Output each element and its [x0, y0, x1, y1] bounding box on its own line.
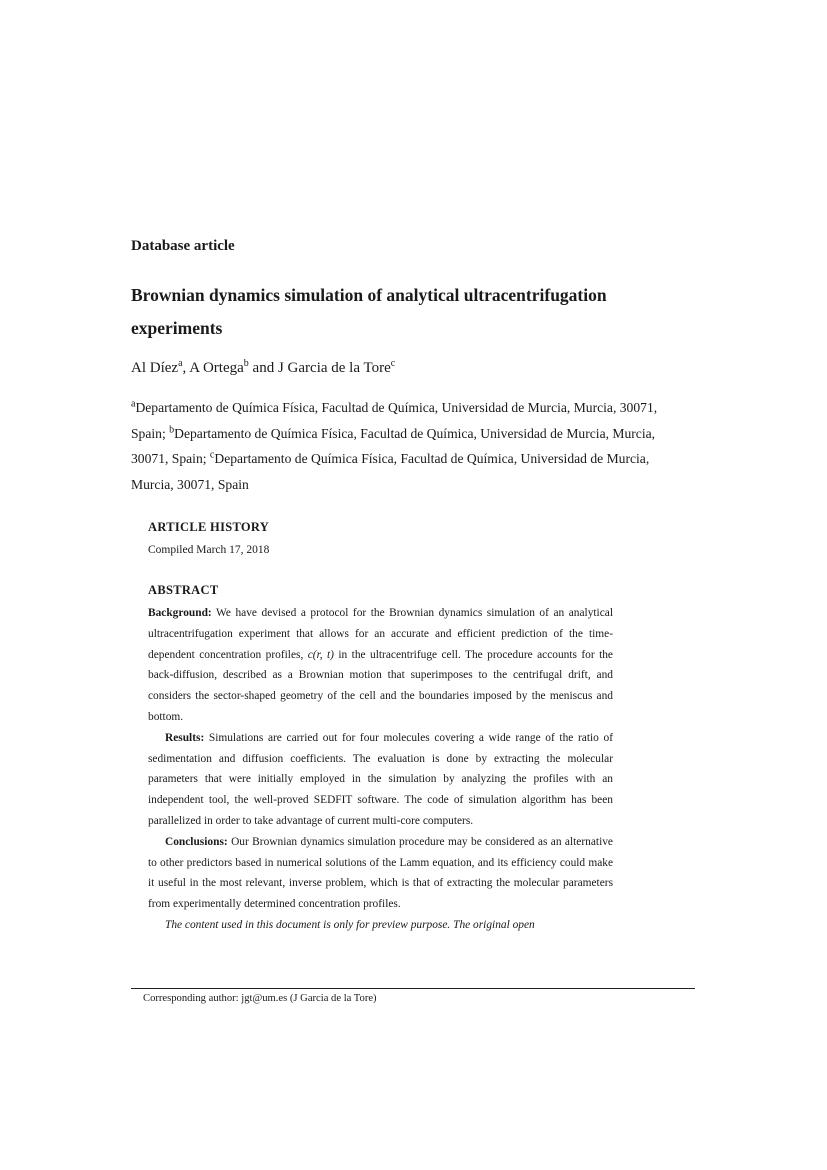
article-history-heading: ARTICLE HISTORY — [148, 520, 270, 534]
author-separator: , — [182, 360, 190, 376]
affiliation-text: Departamento de Química Física, Facultad de Química, Universidad de Murcia, Murcia, 30071, Spain; — [131, 425, 656, 466]
affiliations — [131, 395, 691, 497]
background-text-continued: in the ultracentrifuge cell. The procedure accounts for the back-diffusion, described as a Brownian motion that superimposes to the centrifugal drift, and considers the sector-shaped geometry of the cell and the boundaries imposed by the meniscus and bottom. — [148, 648, 613, 723]
background-text: We have devised a protocol for the Brownian dynamics simulation of an analytical ultracentrifugation experiment that allows for an accurate and efficient prediction of the time-dependent concentration profiles, — [148, 607, 613, 661]
corresponding-author-footnote: Corresponding author: jgt@um.es (J Garcia de la Tore) — [143, 993, 377, 1004]
paper-title: Brownian dynamics simulation of analytical ultracentrifugation experiments — [131, 285, 607, 338]
results-text: Simulations are carried out for four molecules covering a wide range of the ratio of sedimentation and diffusion coefficients. The evaluation is done by extracting the molecular parameters that were initially employed in the simulation by analyzing the profiles with an independent tool, the well-proved SEDFIT software. The code of simulation algorithm has been parallelized in order to take advantage of current multi-core computers. — [148, 731, 613, 827]
concentration-math: c(r, t) — [307, 648, 334, 661]
affiliation-mark: b — [169, 423, 175, 435]
background-label: Background: — [148, 607, 212, 619]
article-type: Database article — [131, 238, 235, 254]
affiliation-mark: c — [209, 449, 215, 461]
abstract-heading: ABSTRACT — [148, 583, 219, 597]
author-affiliation-mark: c — [390, 358, 396, 369]
author-name: J Garcia de la Tore — [277, 360, 391, 376]
preview-note: The content used in this document is only for preview purpose. The original open — [165, 918, 535, 931]
conclusions-label: Conclusions: — [165, 835, 228, 848]
author-name: A Ortega — [189, 360, 244, 376]
author-affiliation-mark: a — [178, 358, 183, 369]
author-name: Al Díez — [131, 360, 179, 376]
author-list — [131, 360, 395, 377]
author-affiliation-mark: b — [243, 358, 249, 369]
footnote-rule — [131, 988, 695, 989]
compiled-date: Compiled March 17, 2018 — [148, 544, 270, 556]
affiliation-text: Departamento de Química Física, Facultad de Química, Universidad de Murcia, Murcia, 30071, Spain — [131, 451, 650, 492]
abstract-body — [148, 603, 613, 936]
abstract-conclusions — [148, 832, 613, 915]
abstract-results — [148, 728, 613, 832]
results-label: Results: — [165, 731, 205, 744]
author-separator: and — [248, 360, 278, 376]
conclusions-text: Our Brownian dynamics simulation procedure may be considered as an alternative to other predictors based in numerical solutions of the Lamm equation, and its efficiency could make it useful in the most relevant, inverse problem, which is that of extracting the molecular parameters from experimentally determined concentration profiles. — [148, 835, 613, 911]
abstract-background — [148, 603, 613, 728]
affiliation-mark: a — [131, 398, 136, 410]
affiliation-text: Departamento de Química Física, Facultad de Química, Universidad de Murcia, Murcia, 30071, Spain; — [131, 400, 658, 441]
